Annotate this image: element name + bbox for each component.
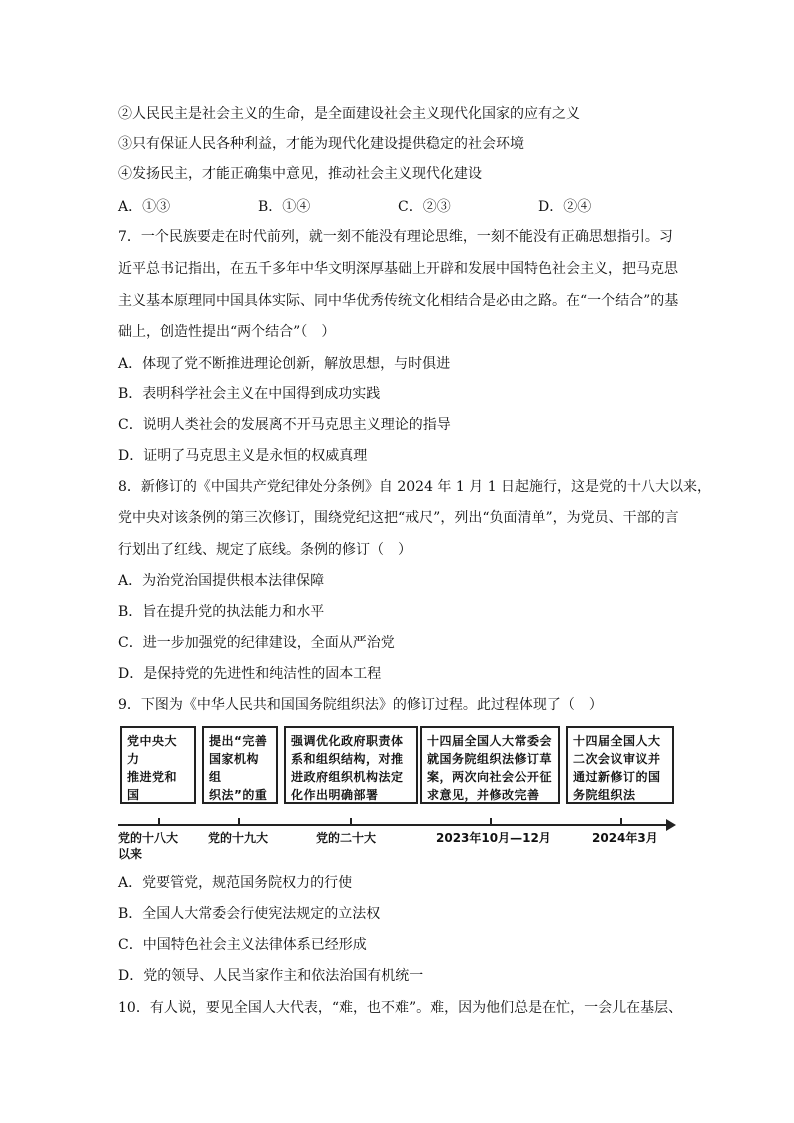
- timeline-tick: [158, 818, 160, 826]
- q6-option-a[interactable]: A．①③: [118, 199, 171, 215]
- timeline-box-2-line: 织法”的重: [209, 788, 268, 802]
- q7-stem-line-2: 近平总书记指出，在五千多年中华文明深厚基础上开辟和发展中国特色社会主义，把马克思: [118, 261, 678, 277]
- q8-stem-line-3: 行划出了红线、规定了底线。条例的修订（ ）: [118, 542, 412, 558]
- timeline-box-4: [420, 726, 560, 804]
- q8-option-a[interactable]: A．为治党治国提供根本法律保障: [118, 573, 325, 589]
- q9-option-c[interactable]: C．中国特色社会主义法律体系已经形成: [118, 937, 367, 953]
- timeline-label-1: [118, 830, 178, 862]
- q6-option-d[interactable]: D．②④: [538, 199, 592, 215]
- timeline-box-5-line: 二次会议审议并: [573, 752, 661, 766]
- q7-option-d[interactable]: D．证明了马克思主义是永恒的权威真理: [118, 448, 368, 464]
- q8-option-d[interactable]: D．是保持党的先进性和纯洁性的固本工程: [118, 666, 382, 682]
- timeline-box-4-line: 案，两次向社会公开征: [427, 770, 553, 784]
- timeline-box-3: [284, 726, 418, 804]
- timeline-label-2: [208, 830, 268, 846]
- timeline-box-3-line: 进政府组织机构法定: [291, 770, 404, 784]
- q8-stem-line-1: 8．新修订的《中国共产党纪律处分条例》自 2024 年 1 月 1 日起施行，这是党的十八大以来，: [118, 479, 712, 495]
- timeline-box-1-line: 党中央大力: [127, 734, 178, 766]
- timeline-label-1-line: 党的十八大: [118, 831, 179, 845]
- q6-option-b[interactable]: B．①④: [258, 199, 311, 215]
- timeline-label-1-line: 以来: [118, 847, 143, 861]
- timeline-box-4-line: 十四届全国人大常委会: [427, 734, 553, 748]
- timeline-box-1-line: 推进党和国: [127, 770, 178, 802]
- timeline-label-4-line: 2023年10月—12月: [436, 831, 551, 845]
- q9-option-d[interactable]: D．党的领导、人民当家作主和依法治国有机统一: [118, 968, 424, 984]
- timeline-box-5: [566, 726, 674, 804]
- q6-option-c[interactable]: C．②③: [398, 199, 451, 215]
- timeline-tick: [620, 818, 622, 826]
- timeline-label-3-line: 党的二十大: [316, 831, 377, 845]
- timeline-box-4-line: 就国务院组织法修订草: [427, 752, 553, 766]
- q9-stem: 9．下图为《中华人民共和国国务院组织法》的修订过程。此过程体现了（ ）: [118, 697, 603, 713]
- timeline-box-3-line: 系和组织结构，对推: [291, 752, 404, 766]
- q8-option-c[interactable]: C．进一步加强党的纪律建设，全面从严治党: [118, 635, 395, 651]
- timeline-box-2-line: 国家机构组: [209, 752, 260, 784]
- timeline-box-2-line: 提出“完善: [209, 734, 268, 748]
- q7-option-a[interactable]: A．体现了党不断推进理论创新，解放思想，与时俱进: [118, 356, 451, 372]
- q7-stem-line-1: 7．一个民族要走在时代前列，就一刻不能没有理论思维，一刻不能没有正确思想指引。习: [118, 229, 673, 245]
- q8-option-b[interactable]: B．旨在提升党的执法能力和水平: [118, 604, 325, 620]
- timeline-box-4-line: 求意见，并修改完善: [427, 788, 540, 802]
- timeline-box-5-line: 通过新修订的国: [573, 770, 661, 784]
- timeline-box-5-line: 十四届全国人大: [573, 734, 661, 748]
- timeline-label-5-line: 2024年3月: [592, 831, 658, 845]
- q6-statement-2: ②人民民主是社会主义的生命，是全面建设社会主义现代化国家的应有之义: [118, 106, 580, 122]
- timeline-box-3-line: 强调优化政府职责体: [291, 734, 404, 748]
- timeline-box-2: [202, 726, 278, 804]
- timeline-tick: [238, 818, 240, 826]
- revision-timeline-figure: [118, 722, 678, 862]
- timeline-label-2-line: 党的十九大: [208, 831, 269, 845]
- timeline-box-5-line: 务院组织法: [573, 788, 636, 802]
- timeline-arrow-icon: [666, 819, 676, 831]
- q7-option-b[interactable]: B．表明科学社会主义在中国得到成功实践: [118, 386, 381, 402]
- timeline-box-1: [120, 726, 196, 804]
- timeline-tick: [350, 818, 352, 826]
- q9-option-b[interactable]: B．全国人大常委会行使宪法规定的立法权: [118, 906, 381, 922]
- timeline-box-3-line: 化作出明确部署: [291, 788, 379, 802]
- q6-statement-3: ③只有保证人民各种利益，才能为现代化建设提供稳定的社会环境: [118, 136, 524, 152]
- q6-options: [118, 196, 678, 216]
- q7-stem-line-4: 础上，创造性提出“两个结合”（ ）: [118, 324, 336, 340]
- timeline-label-3: [316, 830, 376, 846]
- q10-stem: 10．有人说，要见全国人大代表，“难，也不难”。难，因为他们总是在忙，一会儿在基层、: [118, 1000, 683, 1016]
- q9-option-a[interactable]: A．党要管党，规范国务院权力的行使: [118, 875, 353, 891]
- timeline-tick: [490, 818, 492, 826]
- q7-option-c[interactable]: C．说明人类社会的发展离不开马克思主义理论的指导: [118, 417, 451, 433]
- timeline-label-5: [592, 830, 658, 846]
- timeline-label-4: [436, 830, 551, 846]
- q7-stem-line-3: 主义基本原理同中国具体实际、同中华优秀传统文化相结合是必由之路。在“一个结合”的基: [118, 293, 679, 309]
- q8-stem-line-2: 党中央对该条例的第三次修订，围绕党纪这把“戒尺”，列出“负面清单”，为党员、干部的言: [118, 510, 679, 526]
- q6-statement-4: ④发扬民主，才能正确集中意见，推动社会主义现代化建设: [118, 166, 482, 182]
- timeline-axis: [118, 824, 668, 826]
